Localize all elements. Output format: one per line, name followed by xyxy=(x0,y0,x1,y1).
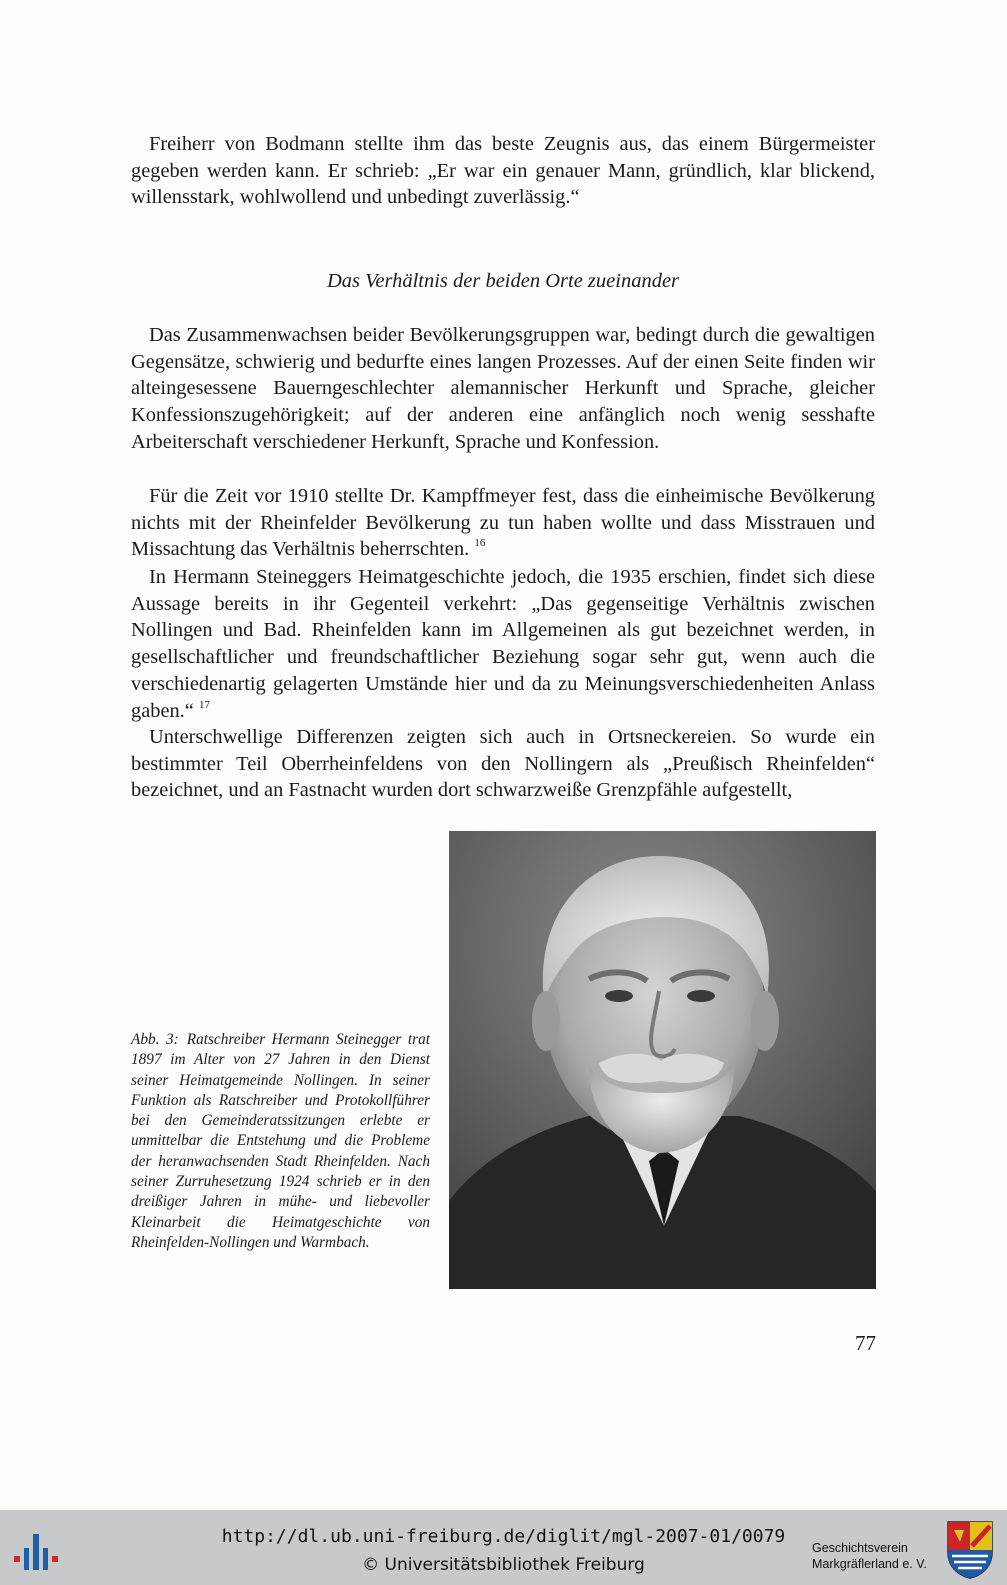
figure-caption xyxy=(131,1030,430,1253)
paragraph-zusammenwachsen: Das Zusammenwachsen beider Bevölkerungsgruppen war, bedingt durch die gewaltigen Gegensätze, schwierig und bedurfte eines langen Prozesses. Auf der einen Seite finden wir alteingesessene Bauerngeschlechter alemannischer Herkunft und Sprache, gleicher Konfessionszugehörigkeit; auf der anderen eine anfänglich noch wenig sesshafte Arbeiterschaft verschiedener Herkunft, Sprache und Konfession. xyxy=(131,324,875,453)
footnote-ref-16: 16 xyxy=(474,537,486,550)
footer-url-link[interactable]: http://dl.ub.uni-freiburg.de/diglit/mgl-2007-01/0079 xyxy=(221,1526,786,1547)
paragraph-kampffmeyer-text: Für die Zeit vor 1910 stellte Dr. Kampffmeyer fest, dass die einheimische Bevölkerung nichts mit der Rheinfelder Bevölkerung zu tun haben wollte und dass Misstrauen und Missachtung das Verhältnis beherrschten. xyxy=(131,485,875,561)
section-heading: Das Verhältnis der beiden Orte zueinander xyxy=(326,270,680,292)
coat-of-arms-icon xyxy=(946,1520,994,1580)
portrait-photo xyxy=(449,831,876,1289)
society-name-line2: Markgräflerland e. V. xyxy=(812,1557,927,1571)
paragraph-steinegger-text: In Hermann Steineggers Heimatgeschichte jedoch, die 1935 erschien, findet sich diese Aussage bereits in ihr Gegenteil verkehrt: „Das gegenseitige Verhältnis zwischen Nollingen und Bad. Rheinfelden kann im Allgemeinen als gut bezeichnet werden, in gesellschaftlicher und freundschaftlicher Beziehung sogar sehr gut, wenn auch die verschiedenartig gelagerten Umstände hier und da zu Meinungsverschiedenheiten Anlass gaben.“ xyxy=(131,566,875,722)
footer-bar xyxy=(0,1510,1007,1585)
society-name-line1: Geschichtsverein xyxy=(812,1541,908,1555)
figure-label: Abb. 3: xyxy=(131,1031,179,1048)
footnote-ref-17: 17 xyxy=(198,698,210,711)
society-name xyxy=(812,1540,942,1572)
figure-caption-text: Ratschreiber Hermann Steinegger trat 1897 im Alter von 27 Jahren in den Dienst seiner Heimatgemeinde Nollingen. In seiner Funktion als Ratschreiber und Protokollführer bei den Gemeinderatssitzungen erlebte er unmittelbar die Entstehung und die Probleme der heranwachsenden Stadt Rheinfelden. Nach seiner Zurruhesetzung 1924 schrieb er in den dreißiger Jahren in mühe- und liebevoller Kleinarbeit die Heimatgeschichte von Rheinfelden-Nollingen und Warmbach. xyxy=(131,1031,430,1251)
portrait-image xyxy=(449,831,876,1289)
footer-copyright: © Universitätsbibliothek Freiburg xyxy=(362,1555,645,1575)
paragraph-kampffmeyer xyxy=(131,483,875,566)
paragraph-steinegger-heimatgeschichte xyxy=(131,564,875,727)
paragraph-ortsneckereien: Unterschwellige Differenzen zeigten sich auch in Ortsneckereien. So wurde ein bestimmter Teil Oberrheinfeldens von den Nollingern als „Preußisch Rheinfelden“ bezeichnet, und an Fastnacht wurden dort schwarzweiße Grenzpfähle aufgestellt, xyxy=(131,726,875,802)
paragraph-bodmann-quote: Freiherr von Bodmann stellte ihm das beste Zeugnis aus, das einem Bürgermeister gegeben werden kann. Er schrieb: „Er war ein genauer Mann, gründlich, klar blickend, willensstark, wohlwollend und unbedingt zuverlässig.“ xyxy=(131,133,875,209)
page-number: 77 xyxy=(855,1331,876,1355)
